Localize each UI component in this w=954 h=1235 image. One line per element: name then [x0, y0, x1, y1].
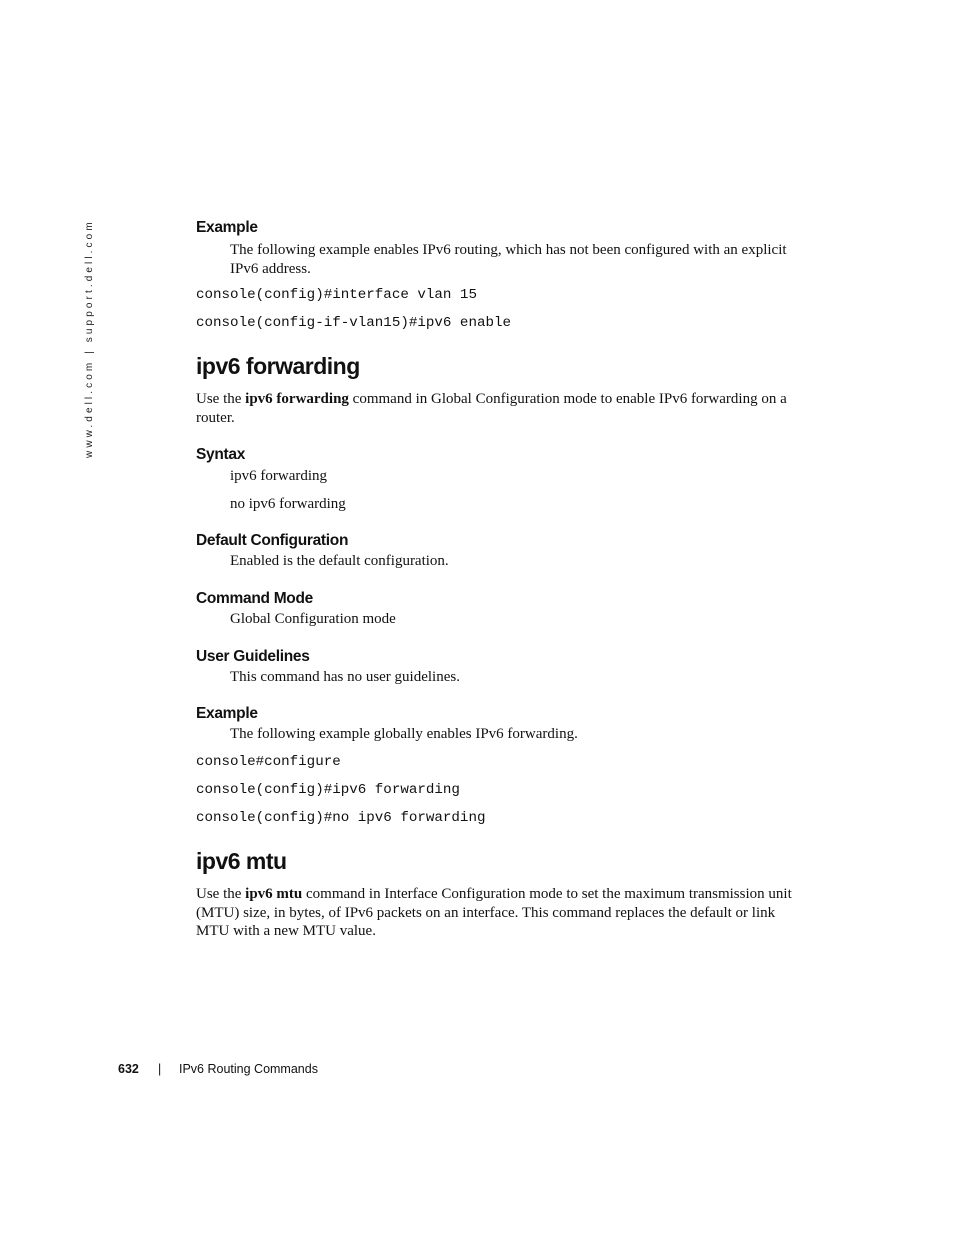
syntax-line: ipv6 forwarding [230, 468, 328, 484]
ipv6-forwarding-intro [196, 390, 814, 427]
command-mode-text: Global Configuration mode [230, 611, 396, 627]
code-line: console(config)#interface vlan 15 [196, 287, 477, 303]
code-line: console(config)#ipv6 forwarding [196, 782, 460, 798]
page-number: 632 [118, 1062, 139, 1076]
section-title-ipv6-forwarding: ipv6 forwarding [196, 353, 360, 379]
default-configuration-text: Enabled is the default configuration. [230, 553, 449, 569]
default-configuration-heading: Default Configuration [196, 532, 349, 549]
code-line: console(config-if-vlan15)#ipv6 enable [196, 315, 512, 331]
intro-text: command in Interface Configuration mode to set the maximum transmission unit (MTU) size, in bytes, of IPv6 packets on an interface. This command replaces the default or link MTU with a new MTU value. [196, 886, 792, 939]
command-name: ipv6 mtu [245, 886, 303, 902]
example-heading: Example [196, 705, 258, 722]
code-line: console(config)#no ipv6 forwarding [196, 810, 486, 826]
code-line: console#configure [196, 754, 341, 770]
side-url: www.dell.com | support.dell.com [84, 219, 95, 458]
footer-separator: | [158, 1062, 162, 1076]
example-description: The following example enables IPv6 routing, which has not been configured with an explicit IPv6 address. [230, 242, 787, 277]
section-title-ipv6-mtu: ipv6 mtu [196, 848, 287, 874]
intro-text: command in Global Configuration mode to enable IPv6 forwarding on a router. [196, 391, 787, 426]
user-guidelines-text: This command has no user guidelines. [230, 669, 460, 685]
syntax-line: no ipv6 forwarding [230, 496, 346, 512]
chapter-title: IPv6 Routing Commands [179, 1062, 318, 1076]
command-mode-heading: Command Mode [196, 590, 313, 607]
example-description: The following example globally enables IPv6 forwarding. [230, 726, 578, 742]
example-heading: Example [196, 219, 258, 236]
user-guidelines-heading: User Guidelines [196, 648, 310, 665]
ipv6-mtu-intro [196, 885, 808, 941]
command-name: ipv6 forwarding [245, 391, 349, 407]
syntax-heading: Syntax [196, 446, 246, 463]
intro-text: Use the [196, 886, 246, 902]
intro-text: Use the [196, 391, 246, 407]
